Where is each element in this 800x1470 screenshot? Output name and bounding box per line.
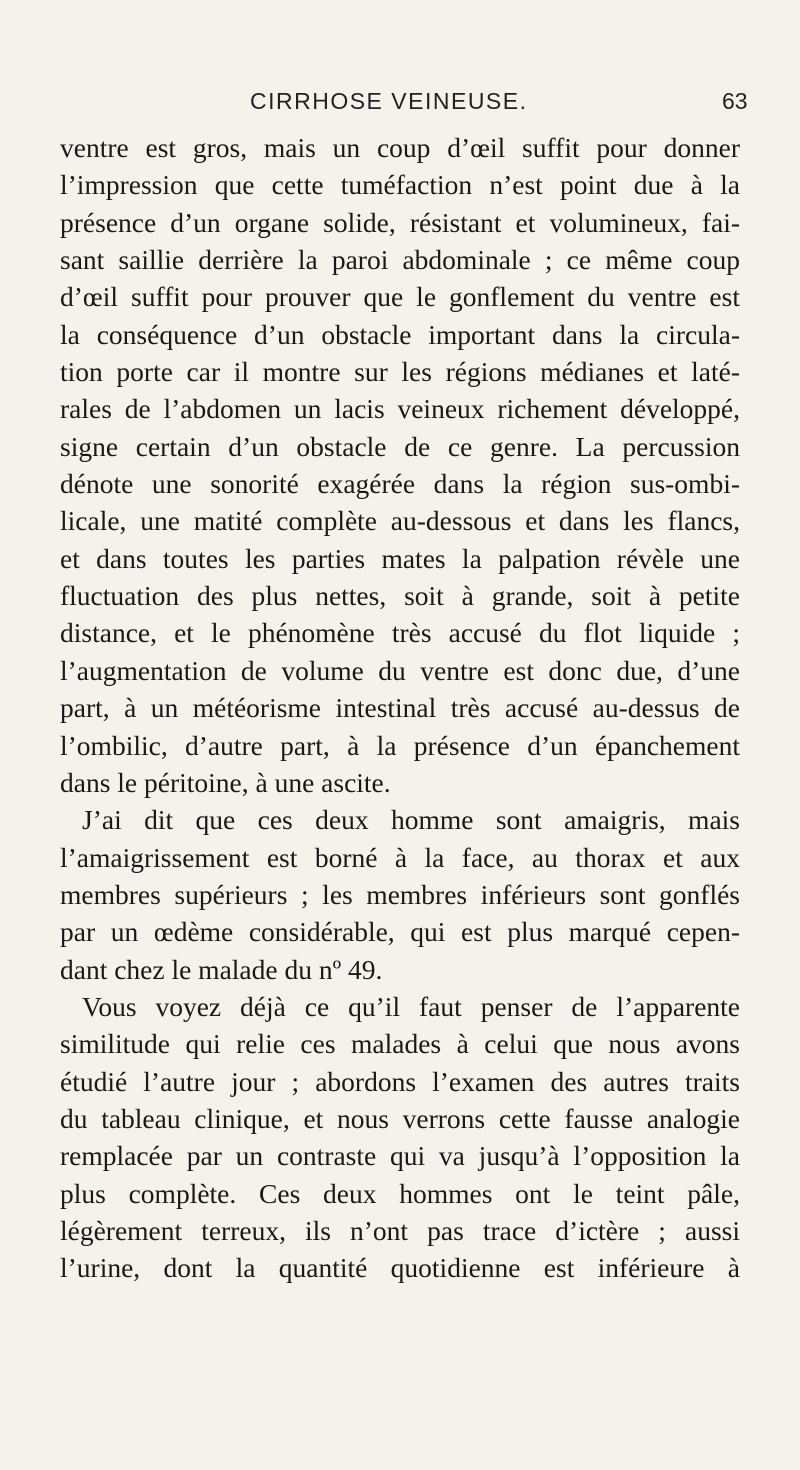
text-line: fluctuation des plus nettes, soit à grande, soit à petite [60,580,740,612]
text-line: plus complète. Ces deux hommes ont le teint pâle, [60,1177,740,1209]
text-line: par un œdème considérable, qui est plus marqué cepen- [60,916,740,948]
running-head [0,88,800,122]
text-line: l’ombilic, d’autre part, à la présence d’un épanchement [60,729,740,761]
text-line: dénote une sonorité exagérée dans la région sus-ombi- [60,468,740,500]
text-line: la conséquence d’un obstacle important dans la circula- [60,318,740,350]
text-line: ventre est gros, mais un coup d’œil suffit pour donner [60,132,740,163]
body-text [60,129,740,1287]
text-line: part, à un météorisme intestinal très accusé au-dessus de [60,692,740,724]
text-line: tion porte car il montre sur les régions médianes et laté- [60,356,740,388]
text-line: l’impression que cette tuméfaction n’est point due à la [60,169,740,201]
running-title: CIRRHOSE VEINEUSE. [250,88,528,114]
text-line: J’ai dit que ces deux homme sont amaigris, mais [82,804,740,836]
text-line: l’urine, dont la quantité quotidienne est inférieure à [60,1252,740,1284]
text-line: licale, une matité complète au-dessous et dans les flancs, [60,505,740,537]
text-line: dans le péritoine, à une ascite. [60,766,391,798]
text-line: et dans toutes les parties mates la palpation révèle une [60,542,740,574]
text-line: remplacée par un contraste qui va jusqu’à l’opposition la [60,1140,740,1172]
text-line: similitude qui relie ces malades à celui que nous avons [60,1028,740,1060]
text-line: dant chez le malade du nº 49. [60,953,383,985]
text-line: rales de l’abdomen un lacis veineux richement développé, [60,393,740,425]
text-line: présence d’un organe solide, résistant et volumineux, fai- [60,206,740,238]
paragraph-1 [60,129,740,801]
text-line: signe certain d’un obstacle de ce genre. La percussion [60,430,740,462]
paragraph-2 [60,801,740,988]
text-line: Vous voyez déjà ce qu’il faut penser de l’apparente [82,990,740,1022]
text-line: étudié l’autre jour ; abordons l’examen des autres traits [60,1065,740,1097]
text-line: distance, et le phénomène très accusé du flot liquide ; [60,617,740,649]
text-line: légèrement terreux, ils n’ont pas trace d’ictère ; aussi [60,1214,740,1246]
text-line: l’amaigrissement est borné à la face, au thorax et aux [60,841,740,873]
text-line: sant saillie derrière la paroi abdominale ; ce même coup [60,244,740,276]
text-line: du tableau clinique, et nous verrons cette fausse analogie [60,1102,740,1134]
text-line: d’œil suffit pour prouver que le gonflement du ventre est [60,281,740,313]
text-line: l’augmentation de volume du ventre est donc due, d’une [60,654,740,686]
paragraph-3 [60,988,740,1287]
page-number: 63 [722,88,748,114]
text-line: membres supérieurs ; les membres inférieurs sont gonflés [60,878,740,910]
